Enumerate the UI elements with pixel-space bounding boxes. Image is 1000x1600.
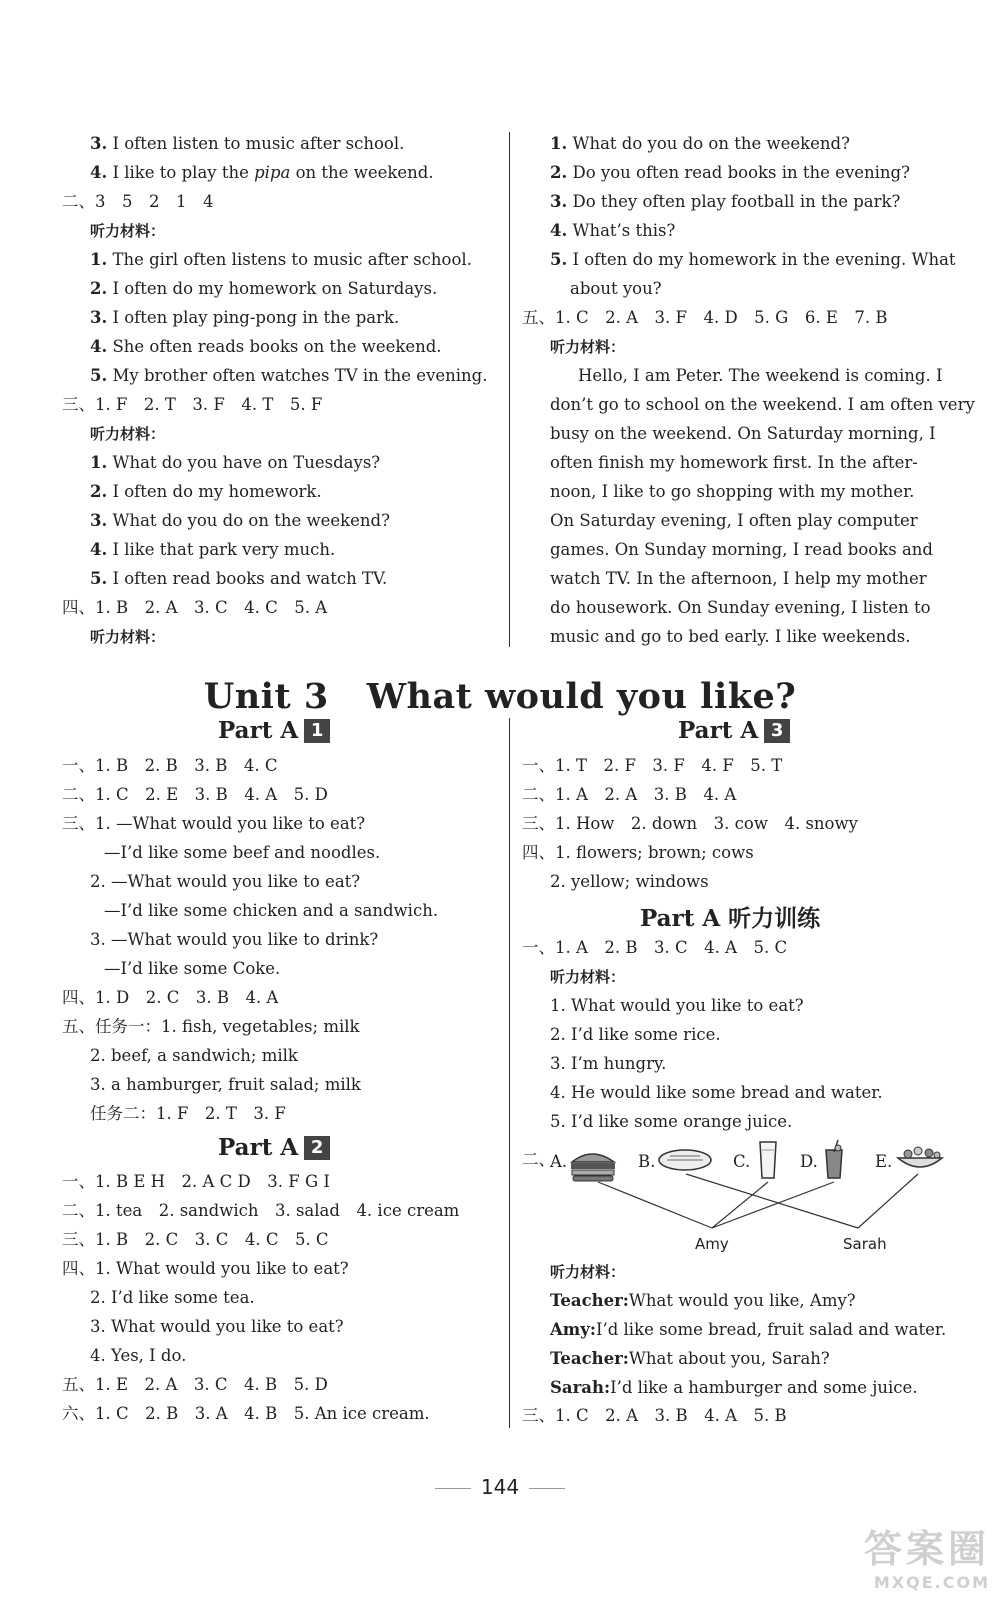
- passage-line: games. On Sunday morning, I read books and: [550, 540, 933, 559]
- answer-line: 3. I often listen to music after school.: [90, 134, 405, 153]
- answer-line: 5. I often do my homework in the evening. What: [550, 250, 956, 269]
- answer-line: 2. I’d like some rice.: [550, 1025, 721, 1044]
- question-number: 二、: [522, 1150, 555, 1169]
- answer-line: 四、1. D 2. C 3. B 4. A: [62, 988, 279, 1007]
- answer-line: 四、1. flowers; brown; cows: [522, 843, 754, 862]
- answer-line: 二、3 5 2 1 4: [62, 192, 214, 211]
- answer-line: 任务二：1. F 2. T 3. F: [90, 1104, 286, 1123]
- answer-line: 2. I often do my homework.: [90, 482, 322, 501]
- fruit-salad-icon: [898, 1147, 942, 1167]
- answer-line: 一、1. T 2. F 3. F 4. F 5. T: [522, 756, 783, 775]
- passage-line: don’t go to school on the weekend. I am often very: [550, 395, 975, 414]
- answer-line: 3. Do they often play football in the park?: [550, 192, 901, 211]
- part-badge: 2: [304, 1136, 330, 1160]
- answer-line: 1. The girl often listens to music after school.: [90, 250, 472, 269]
- dialogue-line: Sarah:I’d like a hamburger and some juice.: [550, 1378, 918, 1397]
- answer-line: 2. beef, a sandwich; milk: [90, 1046, 298, 1065]
- answer-line: 三、1. F 2. T 3. F 4. T 5. F: [62, 395, 323, 414]
- unit-name: What would you like?: [366, 676, 797, 717]
- passage-line: music and go to bed early. I like weekends.: [550, 627, 911, 646]
- answer-line: 5. I often read books and watch TV.: [90, 569, 388, 588]
- dialogue-line: Teacher:What would you like, Amy?: [550, 1291, 856, 1310]
- answer-line: —I’d like some chicken and a sandwich.: [104, 901, 439, 920]
- answer-line: 4. She often reads books on the weekend.: [90, 337, 442, 356]
- answer-line: 5. My brother often watches TV in the evening.: [90, 366, 488, 385]
- hamburger-icon: [571, 1154, 615, 1181]
- answer-line: 五、任务一：1. fish, vegetables; milk: [62, 1017, 360, 1036]
- answer-line: —I’d like some beef and noodles.: [104, 843, 381, 862]
- answer-line: 2. I often do my homework on Saturdays.: [90, 279, 438, 298]
- answer-line: about you?: [570, 279, 662, 298]
- option-c-label: C.: [733, 1152, 751, 1171]
- listening-material-heading: 听力材料：: [550, 968, 626, 986]
- answer-line: 一、1. A 2. B 3. C 4. A 5. C: [522, 938, 788, 957]
- answer-line: 3. a hamburger, fruit salad; milk: [90, 1075, 361, 1094]
- answer-line: 三、1. C 2. A 3. B 4. A 5. B: [522, 1406, 787, 1425]
- answer-line: 二、1. tea 2. sandwich 3. salad 4. ice cream: [62, 1201, 460, 1220]
- answer-line: 2. Do you often read books in the evening?: [550, 163, 910, 182]
- passage-line: On Saturday evening, I often play computer: [550, 511, 918, 530]
- answer-line: 5. I’d like some orange juice.: [550, 1112, 793, 1131]
- answer-line: 4. What’s this?: [550, 221, 676, 240]
- listening-material-heading: 听力材料：: [90, 222, 166, 240]
- answer-line: 2. —What would you like to eat?: [90, 872, 361, 891]
- water-glass-icon: [760, 1142, 776, 1178]
- answer-line: 3. I often play ping-pong in the park.: [90, 308, 400, 327]
- part-a-listening-title: Part A 听力训练: [640, 905, 821, 932]
- answer-line: 一、1. B 2. B 3. B 4. C: [62, 756, 278, 775]
- answer-line: 二、1. A 2. A 3. B 4. A: [522, 785, 737, 804]
- match-line: [858, 1174, 918, 1228]
- passage-line: often finish my homework first. In the after-: [550, 453, 918, 472]
- bread-icon: [659, 1150, 711, 1170]
- answer-line: 4. I like to play the pipa on the weekend.: [90, 163, 434, 182]
- part-badge: 3: [764, 719, 790, 743]
- answer-line: —I’d like some Coke.: [104, 959, 281, 978]
- answer-line: 3. What do you do on the weekend?: [90, 511, 390, 530]
- watermark: 答案圈 MXQE.COM: [863, 1527, 990, 1592]
- dialogue-line: Teacher:What about you, Sarah?: [550, 1349, 830, 1368]
- answer-line: 三、1. —What would you like to eat?: [62, 814, 366, 833]
- listening-material-heading: 听力材料：: [550, 1263, 626, 1281]
- answer-line: 五、1. C 2. A 3. F 4. D 5. G 6. E 7. B: [522, 308, 888, 327]
- answer-line: 3. What would you like to eat?: [90, 1317, 344, 1336]
- answer-line: 4. He would like some bread and water.: [550, 1083, 883, 1102]
- answer-line: 六、1. C 2. B 3. A 4. B 5. An ice cream.: [62, 1404, 430, 1423]
- answer-line: 3. I’m hungry.: [550, 1054, 667, 1073]
- answer-line: 一、1. B E H 2. A C D 3. F G I: [62, 1172, 330, 1191]
- option-d-label: D.: [800, 1152, 818, 1171]
- answer-line: 3. —What would you like to drink?: [90, 930, 379, 949]
- answer-line: 四、1. B 2. A 3. C 4. C 5. A: [62, 598, 328, 617]
- answer-line: 1. What do you do on the weekend?: [550, 134, 850, 153]
- passage-line: busy on the weekend. On Saturday morning, I: [550, 424, 936, 443]
- sarah-label: Sarah: [843, 1235, 887, 1253]
- part-a3-title: Part A 3: [678, 717, 790, 744]
- part-a1-title: Part A 1: [218, 717, 330, 744]
- answer-line: 四、1. What would you like to eat?: [62, 1259, 349, 1278]
- unit-number: Unit 3: [203, 676, 329, 717]
- match-line: [712, 1182, 768, 1228]
- answer-line: 三、1. B 2. C 3. C 4. C 5. C: [62, 1230, 329, 1249]
- dialogue-line: Amy:I’d like some bread, fruit salad and water.: [550, 1320, 947, 1339]
- listening-material-heading: 听力材料：: [550, 338, 626, 356]
- answer-line: 1. What would you like to eat?: [550, 996, 804, 1015]
- match-line: [598, 1182, 712, 1228]
- answer-line: 2. I’d like some tea.: [90, 1288, 255, 1307]
- passage-line: do housework. On Sunday evening, I listen to: [550, 598, 931, 617]
- passage-line: noon, I like to go shopping with my mother.: [550, 482, 915, 501]
- answer-line: 2. yellow; windows: [550, 872, 709, 891]
- passage-line: watch TV. In the afternoon, I help my mother: [550, 569, 927, 588]
- page-number: 144: [0, 1475, 1000, 1499]
- option-b-label: B.: [638, 1152, 656, 1171]
- answer-line: 三、1. How 2. down 3. cow 4. snowy: [522, 814, 858, 833]
- match-line: [712, 1182, 834, 1228]
- answer-line: 二、1. C 2. E 3. B 4. A 5. D: [62, 785, 328, 804]
- answer-line: 1. What do you have on Tuesdays?: [90, 453, 381, 472]
- answer-line: 4. I like that park very much.: [90, 540, 336, 559]
- part-a2-title: Part A 2: [218, 1134, 330, 1161]
- answer-line: 4. Yes, I do.: [90, 1346, 187, 1365]
- part-badge: 1: [304, 719, 330, 743]
- juice-icon: [826, 1140, 842, 1178]
- amy-label: Amy: [695, 1235, 729, 1253]
- listening-material-heading: 听力材料：: [90, 425, 166, 443]
- option-e-label: E.: [875, 1152, 893, 1171]
- option-a-label: A.: [550, 1152, 568, 1171]
- answer-line: 五、1. E 2. A 3. C 4. B 5. D: [62, 1375, 328, 1394]
- listening-material-heading: 听力材料：: [90, 628, 166, 646]
- passage-line: Hello, I am Peter. The weekend is coming. I: [578, 366, 943, 385]
